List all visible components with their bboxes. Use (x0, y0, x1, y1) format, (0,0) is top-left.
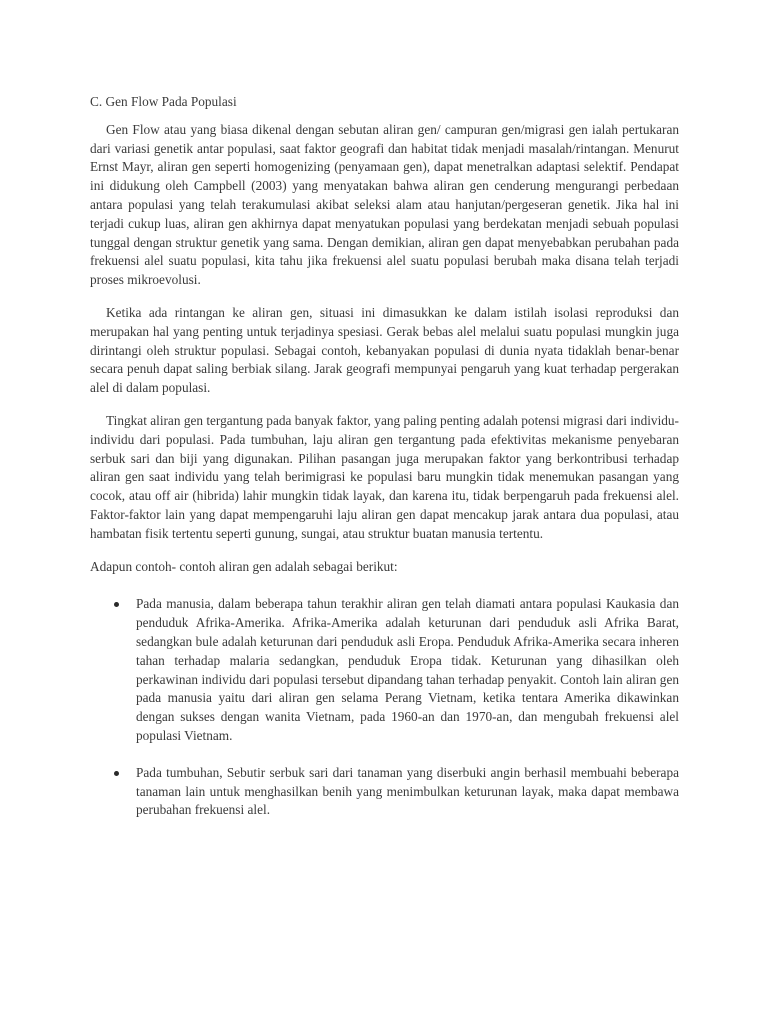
section-heading: C. Gen Flow Pada Populasi (90, 94, 237, 109)
list-item-text: Pada manusia, dalam beberapa tahun terakhir aliran gen telah diamati antara populasi Kaukasia dan penduduk Afrika-Amerika. Afrika-Amerika adalah keturunan dari penduduk asli Afrika Barat, sedangkan bule adalah keturunan dari penduduk asli Eropa. Penduduk Afrika-Amerika secara inheren tahan terhadap malaria sedangkan, penduduk Eropa tidak. Keturunan yang dihasilkan oleh perkawinan individu dari populasi tersebut dipandang tahan terhadap penyakit. Contoh lain aliran gen pada manusia yaitu dari aliran gen selama Perang Vietnam, ketika tentara Amerika dikawinkan dengan sukses dengan wanita Vietnam, pada 1960-an dan 1970-an, dan mengubah frekuensi alel populasi Vietnam. (136, 596, 679, 743)
list-item-text: Pada tumbuhan, Sebutir serbuk sari dari tanaman yang diserbuki angin berhasil membuahi beberapa tanaman lain untuk menghasilkan benih yang menimbulkan keturunan layak, maka dapat membawa perubahan frekuensi alel. (136, 764, 679, 818)
paragraph-gene-flow-factors: Tingkat aliran gen tergantung pada banyak faktor, yang paling penting adalah potensi migrasi dari individu-individu dari populasi. Pada tumbuhan, laju aliran gen tergantung pada efektivitas mekanisme penyebaran serbuk sari dan biji yang digunakan. Pilihan pasangan juga merupakan faktor yang berkontribusi terhadap aliran gen saat individu yang telah berimigrasi ke populasi baru mungkin tidak menemukan pasangan yang cocok, atau off air (hibrida) lahir mungkin tidak layak, dan karena itu, tidak berpengaruh pada frekuensi alel. Faktor-faktor lain yang dapat mempengaruhi laju aliran gen dapat mencakup jarak antara dua populasi, atau hambatan fisik tertentu seperti gunung, sungai, atau struktur buatan manusia tertentu. (90, 412, 679, 541)
examples-intro: Adapun contoh- contoh aliran gen adalah sebagai berikut: (90, 558, 398, 574)
list-item (90, 595, 679, 745)
bullet-icon (114, 602, 119, 607)
bullet-icon (114, 771, 119, 776)
list-item (90, 764, 679, 820)
document-page (90, 93, 679, 838)
paragraph-gene-flow-definition: Gen Flow atau yang biasa dikenal dengan sebutan aliran gen/ campuran gen/migrasi gen ialah pertukaran dari variasi genetik antar populasi, saat faktor geografi dan habitat tidak menjadi masalah/rintangan. Menurut Ernst Mayr, aliran gen seperti homogenizing (penyamaan gen), dapat menetralkan adaptasi selektif. Pendapat ini didukung oleh Campbell (2003) yang menyatakan bahwa aliran gen cenderung mengurangi perbedaan antara populasi yang telah terakumulasi akibat seleksi alam atau hanjutan/pergeseran genetik. Jika hal ini terjadi cukup luas, aliran gen akhirnya dapat menyatukan populasi yang berdekatan menjadi sebuah populasi tunggal dengan struktur genetik yang sama. Dengan demikian, aliran gen dapat menyebabkan perubahan pada frekuensi alel suatu populasi, kita tahu jika frekuensi alel suatu populasi berubah maka disana telah terjadi proses mikroevolusi. (90, 121, 679, 288)
examples-list (90, 595, 679, 820)
paragraph-reproductive-isolation: Ketika ada rintangan ke aliran gen, situasi ini dimasukkan ke dalam istilah isolasi reproduksi dan merupakan hal yang penting untuk terjadinya spesiasi. Gerak bebas alel melalui suatu populasi mungkin juga dirintangi oleh struktur populasi. Sebagai contoh, kebanyakan populasi di dunia nyata tidaklah benar-benar secara penuh dapat saling berbiak silang. Jarak geografi mempunyai pengaruh yang kuat terhadap pergerakan alel di dalam populasi. (90, 304, 679, 396)
